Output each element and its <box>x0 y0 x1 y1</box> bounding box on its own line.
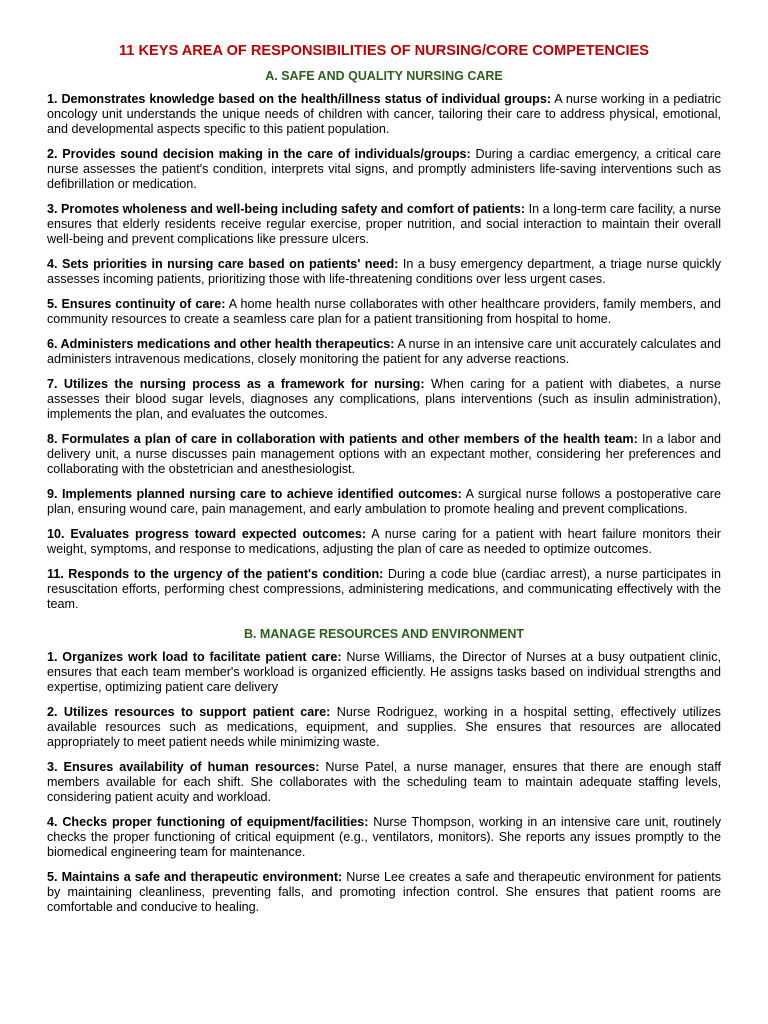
section-a-list <box>47 92 721 612</box>
section-b-item-3 <box>47 760 721 805</box>
section-b-item-5 <box>47 870 721 915</box>
item-lead: 7. Utilizes the nursing process as a framework for nursing: <box>47 377 425 391</box>
item-text: A home health nurse collaborates with other healthcare providers, family members, and community resources to create a seamless care plan for a patient transitioning from hospital to home. <box>47 297 722 326</box>
item-lead: 3. Ensures availability of human resources: <box>47 760 320 774</box>
section-a-item-8 <box>47 432 721 477</box>
item-lead: 8. Formulates a plan of care in collaboration with patients and other members of the health team: <box>47 432 638 446</box>
section-a-item-6 <box>47 337 721 367</box>
item-text: Nurse Williams, the Director of Nurses at a busy outpatient clinic, ensures that each team member's workload is organized efficiently. He assigns tasks based on individual strengths and expertise, optimizing patient care delivery <box>47 650 721 694</box>
section-a-item-3 <box>47 202 721 247</box>
item-lead: 5. Ensures continuity of care: <box>47 297 226 311</box>
section-b-list <box>47 650 721 915</box>
item-text: In a busy emergency department, a triage nurse quickly assesses incoming patients, prioritizing those with life-threatening conditions over less urgent cases. <box>47 257 721 286</box>
section-a-heading: A. SAFE AND QUALITY NURSING CARE <box>265 69 503 83</box>
item-lead: 4. Checks proper functioning of equipment/facilities: <box>47 815 369 829</box>
item-lead: 3. Promotes wholeness and well-being including safety and comfort of patients: <box>47 202 526 216</box>
item-text: Nurse Patel, a nurse manager, ensures that there are enough staff members available for each shift. She collaborates with the scheduling team to maintain adequate staffing levels, considering patient acuity and workload. <box>47 760 721 804</box>
item-text: In a long-term care facility, a nurse ensures that elderly residents receive regular exercise, proper nutrition, and social interaction to maintain their overall well-being and prevent complications like pressure ulcers. <box>47 202 722 246</box>
item-text: When caring for a patient with diabetes, a nurse assesses their blood sugar levels, diagnoses any complications, plans interventions (such as insulin administration), implements the plan, and evaluates the outcomes. <box>47 377 721 421</box>
section-a-item-1 <box>47 92 721 137</box>
item-lead: 1. Organizes work load to facilitate patient care: <box>47 650 342 664</box>
section-a-item-5 <box>47 297 721 327</box>
item-lead: 6. Administers medications and other health therapeutics: <box>47 337 395 351</box>
item-lead: 4. Sets priorities in nursing care based on patients' need: <box>47 257 399 271</box>
section-a-item-11 <box>47 567 721 612</box>
document-title: 11 KEYS AREA OF RESPONSIBILITIES OF NURSING/CORE COMPETENCIES <box>118 43 650 59</box>
item-lead: 11. Responds to the urgency of the patient's condition: <box>47 567 384 581</box>
item-text: Nurse Thompson, working in an intensive care unit, routinely checks the proper functioning of critical equipment (e.g., ventilators, monitors). She reports any issues promptly to the biomedical engineering team for maintenance. <box>47 815 721 859</box>
item-text: In a labor and delivery unit, a nurse discusses pain management options with an expectant mother, considering her preferences and collaborating with the obstetrician and anesthesiologist. <box>47 432 721 476</box>
item-text: A nurse in an intensive care unit accurately calculates and administers intravenous medications, closely monitoring the patient for any adverse reactions. <box>47 337 721 366</box>
item-lead: 10. Evaluates progress toward expected outcomes: <box>47 527 367 541</box>
item-lead: 2. Utilizes resources to support patient care: <box>47 705 331 719</box>
section-b-heading: B. MANAGE RESOURCES AND ENVIRONMENT <box>243 627 525 641</box>
item-text: Nurse Lee creates a safe and therapeutic environment for patients by maintaining cleanliness, preventing falls, and promoting infection control. She ensures that patient rooms are comfortable and conducive to healing. <box>47 870 721 914</box>
item-lead: 2. Provides sound decision making in the care of individuals/groups: <box>47 147 471 161</box>
item-text: A nurse working in a pediatric oncology unit understands the unique needs of children with cancer, tailoring their care to address physical, emotional, and developmental aspects specific to this patient population. <box>47 92 721 136</box>
item-text: During a cardiac emergency, a critical care nurse assesses the patient's condition, interprets vital signs, and promptly administers life-saving interventions such as defibrillation or medication. <box>47 147 721 191</box>
item-text: A nurse caring for a patient with heart failure monitors their weight, symptoms, and response to medications, adjusting the plan of care as needed to optimize outcomes. <box>47 527 721 556</box>
item-lead: 9. Implements planned nursing care to achieve identified outcomes: <box>47 487 462 501</box>
section-a-item-4 <box>47 257 721 287</box>
item-text: During a code blue (cardiac arrest), a nurse participates in resuscitation efforts, performing chest compressions, administering medications, and communicating effectively with the team. <box>47 567 721 611</box>
section-b-item-2 <box>47 705 721 750</box>
section-b-item-4 <box>47 815 721 860</box>
item-text: A surgical nurse follows a postoperative care plan, ensuring wound care, pain management, and early ambulation to promote healing and prevent complications. <box>47 487 722 516</box>
section-a-item-7 <box>47 377 721 422</box>
section-a-item-10 <box>47 527 721 557</box>
item-lead: 1. Demonstrates knowledge based on the health/illness status of individual groups: <box>47 92 552 106</box>
item-text: Nurse Rodriguez, working in a hospital setting, effectively utilizes available resources such as medications, equipment, and supplies. She ensures that resources are allocated appropriately to meet patient needs while minimizing waste. <box>47 705 721 749</box>
section-a-item-2 <box>47 147 721 192</box>
section-b-item-1 <box>47 650 721 695</box>
section-a-item-9 <box>47 487 721 517</box>
item-lead: 5. Maintains a safe and therapeutic environment: <box>47 870 343 884</box>
